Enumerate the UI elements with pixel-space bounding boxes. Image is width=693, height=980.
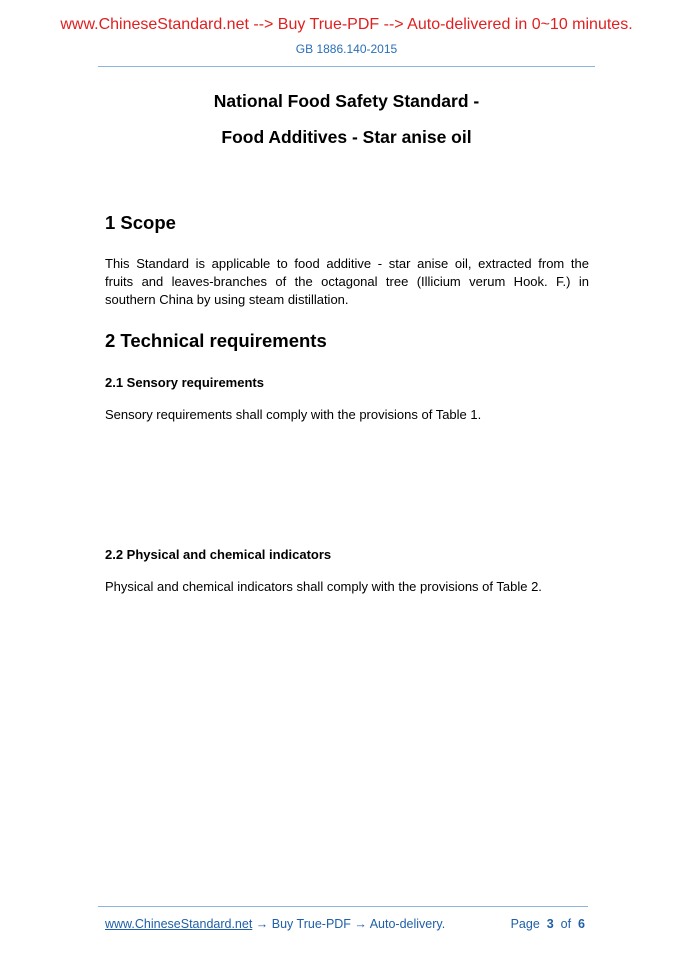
scope-line-1: This Standard is applicable to food additive - star anise oil, extracted from the — [105, 256, 589, 271]
physical-chemical-heading: 2.2 Physical and chemical indicators — [105, 547, 332, 562]
scope-paragraph — [105, 255, 589, 309]
physical-chemical-text: Physical and chemical indicators shall comply with the provisions of Table 2. — [105, 579, 542, 594]
document-title-line-1: National Food Safety Standard - — [213, 91, 480, 111]
document-title-line-2: Food Additives - Star anise oil — [221, 127, 472, 147]
scope-line-3: southern China by using steam distillation. — [105, 292, 349, 307]
page-label: Page — [510, 917, 540, 931]
sensory-requirements-heading: 2.1 Sensory requirements — [105, 375, 264, 390]
page-total: 6 — [578, 917, 585, 931]
promo-banner[interactable]: www.ChineseStandard.net --> Buy True-PDF --> Auto-delivered in 0~10 minutes. — [60, 16, 633, 33]
page-of: of — [560, 917, 572, 931]
standard-number: GB 1886.140-2015 — [295, 42, 398, 56]
page-current: 3 — [546, 917, 554, 931]
scope-heading: 1 Scope — [105, 212, 176, 233]
footer-site-link[interactable]: www.ChineseStandard.net — [105, 917, 253, 931]
page-footer — [105, 916, 585, 933]
technical-requirements-heading: 2 Technical requirements — [105, 330, 327, 351]
footer-delivery-text: → Buy True-PDF → Auto-delivery. — [252, 917, 446, 931]
scope-line-2: fruits and leaves-branches of the octagonal tree (Illicium verum Hook. F.) in — [105, 274, 589, 289]
header-divider — [98, 66, 595, 67]
page-indicator — [511, 916, 585, 933]
sensory-requirements-text: Sensory requirements shall comply with the provisions of Table 1. — [105, 407, 482, 422]
footer-divider — [98, 906, 588, 907]
